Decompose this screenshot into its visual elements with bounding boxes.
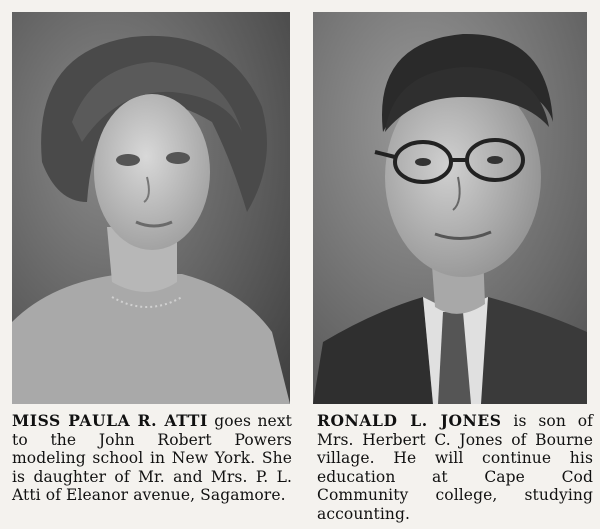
caption-text: is son of Mrs. Herbert C. Jones of Bourne village. He will continue his education at Cape Cod Community college, studying accounting. — [317, 412, 593, 523]
portrait-photo-paula-atti — [12, 12, 290, 404]
man-portrait-graphic — [313, 12, 587, 404]
woman-portrait-graphic — [12, 12, 290, 404]
portrait-photo-ronald-jones — [313, 12, 587, 404]
caption-ronald-jones — [317, 412, 593, 524]
caption-name: MISS PAULA R. ATTI — [12, 411, 208, 430]
caption-paula-atti — [12, 412, 292, 505]
caption-text: goes next to the John Robert Powers modeling school in New York. She is daughter of Mr. and Mrs. P. L. Atti of Eleanor avenue, Sagamore. — [12, 412, 292, 505]
caption-name: RONALD L. JONES — [317, 411, 502, 430]
